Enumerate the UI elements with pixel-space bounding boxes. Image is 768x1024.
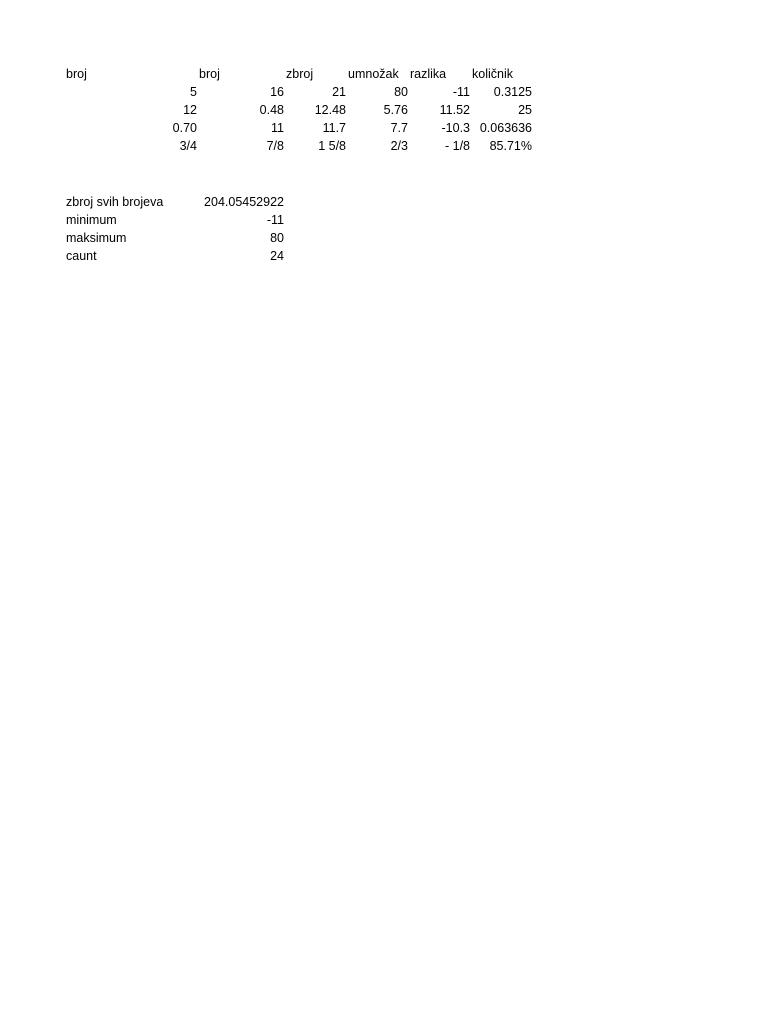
header-cell-kolicnik: količnik — [472, 67, 513, 81]
table-cell: 0.063636 — [479, 121, 532, 135]
header-cell-broj-2: broj — [199, 67, 220, 81]
table-row — [0, 119, 768, 137]
table-cell: -10.3 — [441, 121, 470, 135]
table-cell: 25 — [518, 103, 532, 117]
table-cell: 12.48 — [314, 103, 346, 117]
table-cell: 2/3 — [390, 139, 408, 153]
table-cell: 7/8 — [266, 139, 284, 153]
summary-row-count — [0, 247, 768, 265]
table-cell: 11.7 — [322, 121, 346, 135]
table-cell: 3/4 — [179, 139, 197, 153]
summary-label: maksimum — [66, 231, 127, 245]
table-cell: 1 5/8 — [318, 139, 346, 153]
header-cell-zbroj: zbroj — [286, 67, 314, 81]
summary-row-maksimum — [0, 229, 768, 247]
table-cell: 0.3125 — [493, 85, 532, 99]
table-cell: 7.7 — [390, 121, 408, 135]
summary-row-minimum — [0, 211, 768, 229]
summary-value: -11 — [266, 213, 284, 227]
table-cell: 85.71% — [489, 139, 532, 153]
table-cell: -11 — [452, 85, 470, 99]
table-cell: 12 — [183, 103, 197, 117]
header-cell-broj-1: broj — [66, 67, 87, 81]
summary-value: 24 — [270, 249, 284, 263]
table-cell: 16 — [270, 85, 284, 99]
table-cell: 5.76 — [383, 103, 408, 117]
summary-label: minimum — [66, 213, 117, 227]
table-cell: 0.48 — [259, 103, 284, 117]
header-row — [0, 65, 768, 83]
header-cell-umnozak: umnožak — [348, 67, 399, 81]
table-cell: 11 — [271, 121, 284, 135]
table-row — [0, 83, 768, 101]
summary-value: 80 — [270, 231, 284, 245]
table-cell: - 1/8 — [444, 139, 470, 153]
table-row — [0, 101, 768, 119]
table-cell: 11.52 — [439, 103, 470, 117]
summary-row-sum — [0, 193, 768, 211]
summary-label: zbroj svih brojeva — [66, 195, 164, 209]
summary-label: caunt — [66, 249, 97, 263]
table-row — [0, 137, 768, 155]
table-cell: 5 — [190, 85, 197, 99]
table-cell: 80 — [394, 85, 408, 99]
table-cell: 21 — [332, 85, 346, 99]
table-cell: 0.70 — [172, 121, 197, 135]
header-cell-razlika: razlika — [410, 67, 447, 81]
summary-value: 204.05452922 — [204, 195, 284, 209]
